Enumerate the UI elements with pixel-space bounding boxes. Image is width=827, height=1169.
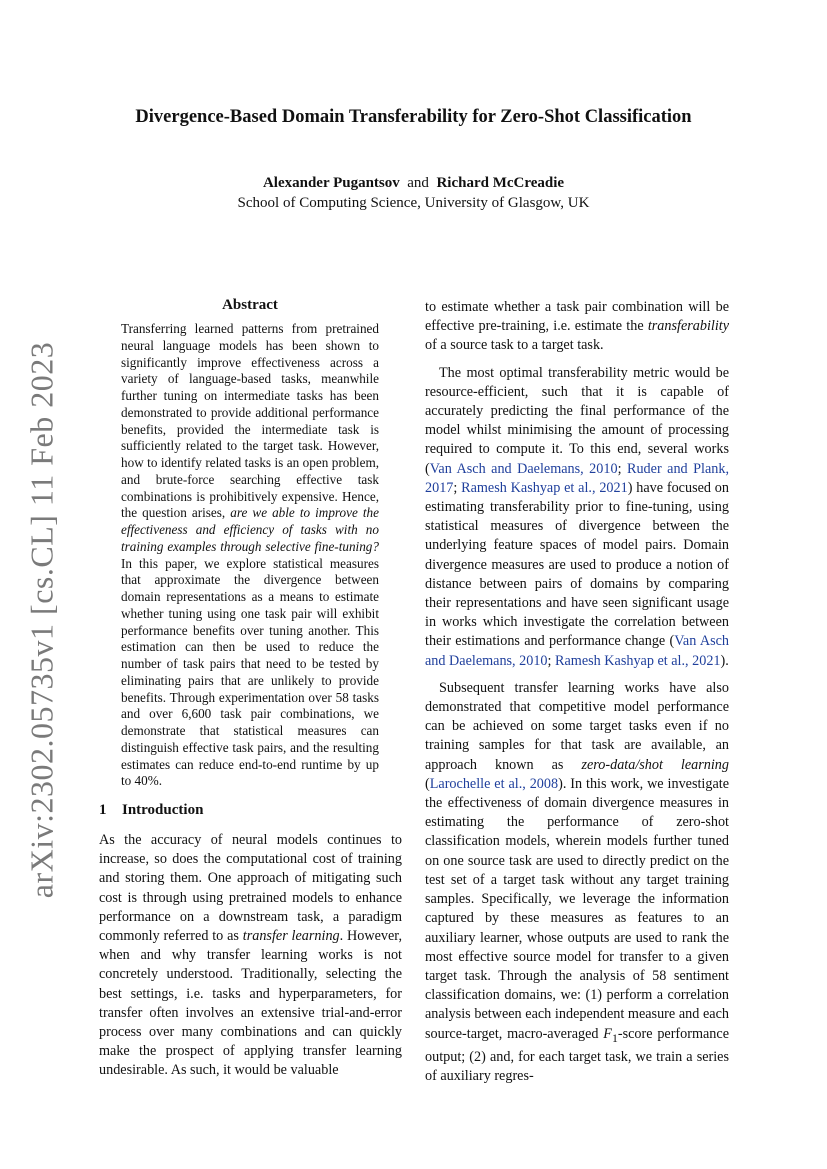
citation-separator: ; [547, 652, 556, 669]
col2-p2-text-b: ) have focused on estimating transferability prior to fine-tuning, using statistical measures of divergence between the underlying feature spaces of model pairs. Domain divergence measures are used to produce a notion of distance between pairs of domains by comparing their representations and have seen significant usage in works which investigate the correlation between their estimations and performance change ( [425, 479, 729, 650]
abstract-body [121, 321, 379, 790]
arxiv-stamp-text: arXiv:2302.05735v1 [cs.CL] 11 Feb 2023 [23, 341, 60, 899]
abstract-text-b: In this paper, we explore statistical measures that approximate the divergence between domain representations as a means to estimate whether tuning using one task pair will exhibit performance benefits over tuning another. This estimation can then be used to reduce the number of task pairs that need to be tested by eliminating pairs that are unlikely to provide benefits. Through experimentation over 58 tasks and over 6,600 task pair combinations, we demonstrate that statistical measures can distinguish effective task pairs, and the resulting estimates can reduce end-to-end runtime by up to 40%. [121, 555, 379, 789]
term-transferability: transferability [647, 318, 730, 335]
affiliation: School of Computing Science, University of Glasgow, UK [237, 195, 590, 211]
col2-p1-text-a: to estimate whether a task pair combination will be effective pre-training, i.e. estimate the [425, 299, 729, 335]
term-zero-shot: zero-data/shot learning [581, 756, 729, 773]
authors-line [0, 175, 827, 192]
math-f: F [603, 1025, 612, 1042]
col2-p3-text-a: Subsequent transfer learning works have also demonstrated that competitive model performance can be achieved on some target tasks even if no training samples for that task are available, an approach known as [425, 679, 729, 773]
abstract-heading: Abstract [222, 297, 278, 313]
col2-p2-text-a: The most optimal transferability metric would be resource-efficient, such that it is capable of accurately predicting the final performance of the model whilst minimising the amount of processing required to compute it. To this end, several works ( [425, 364, 729, 477]
citation-link[interactable]: Larochelle et al., 2008 [429, 775, 559, 792]
citation-link[interactable]: Ruder and Plank, 2017 [425, 460, 729, 496]
col2-p3-text-d: -score performance output; (2) and, for each target task, we train a series of auxiliary regres- [425, 1025, 729, 1084]
intro-text-a: As the accuracy of neural models continues to increase, so does the computational cost of training and storing them. One approach of mitigating such cost is through using pretrained models to enhance performance on a downstream task, a paradigm commonly referred to as [99, 832, 402, 945]
author-1: Alexander Pugantsov [262, 175, 400, 191]
right-column [425, 298, 729, 1094]
citation-link[interactable]: Van Asch and Daelemans, 2010 [425, 633, 729, 669]
citation-link[interactable]: Van Asch and Daelemans, 2010 [429, 460, 618, 477]
col2-p3-text-c: ). In this work, we investigate the effectiveness of domain divergence measures in estimating the performance of zero-shot classification models, wherein models further tuned on one source task are used to directly predict on the test set of a target task without any target training samples. Specifically, we leverage the information captured by these measures as features to an auxiliary learner, whose outputs are used to rank the most effective source model for transfer to a given target task. Through the analysis of 58 sentiment classification domains, we: (1) perform a correlation analysis between each independent measure and each source-target, macro-averaged [425, 775, 729, 1042]
paper-title: Divergence-Based Domain Transferability for Zero-Shot Classification [135, 107, 692, 127]
paragraph-continued [425, 298, 729, 356]
abstract-text-a: Transferring learned patterns from pretrained neural language models has been shown to significantly improve effectiveness across a variety of language-based tasks, meanwhile further tuning on intermediate tasks has been demonstrated to provide additional performance benefits, provided the intermediate task is sufficiently related to the target task. However, how to identify related tasks is an open problem, and brute-force searching effective task combinations is prohibitively expensive. Hence, the question arises, [121, 321, 379, 521]
math-subscript: 1 [611, 1030, 618, 1045]
citation-separator: ; [453, 479, 462, 496]
paragraph-zero-shot [425, 679, 729, 1086]
intro-paragraph-1 [99, 831, 402, 1081]
citation-separator: ; [617, 460, 627, 477]
author-connector: and [407, 175, 429, 191]
section-number: 1 [99, 802, 107, 818]
citation-link[interactable]: Ramesh Kashyap et al., 2021 [461, 479, 628, 496]
paragraph-transferability-metric [425, 364, 729, 671]
section-heading-introduction [99, 802, 203, 819]
col2-p1-text-b: of a source task to a target task. [425, 337, 604, 354]
citation-link[interactable]: Ramesh Kashyap et al., 2021 [555, 652, 721, 669]
arxiv-stamp [12, 341, 72, 899]
abstract-question: are we able to improve the effectiveness and efficiency of tasks with no training examples through selective fine-tuning? [121, 505, 380, 554]
author-2: Richard McCreadie [436, 175, 565, 191]
col2-p3-text-b: ( [425, 775, 430, 792]
intro-term-transfer-learning: transfer learning [242, 928, 340, 945]
section-title: Introduction [122, 802, 204, 818]
col2-p2-text-c: ). [720, 652, 729, 669]
intro-text-b: . However, when and why transfer learning works is not concretely understood. Traditionally, selecting the best settings, i.e. tasks and hyperparameters, for transfer often involves an extensive trial-and-error process over many combinations and can quickly make the prospect of applying transfer learning undesirable. As such, it would be valuable [99, 928, 403, 1079]
